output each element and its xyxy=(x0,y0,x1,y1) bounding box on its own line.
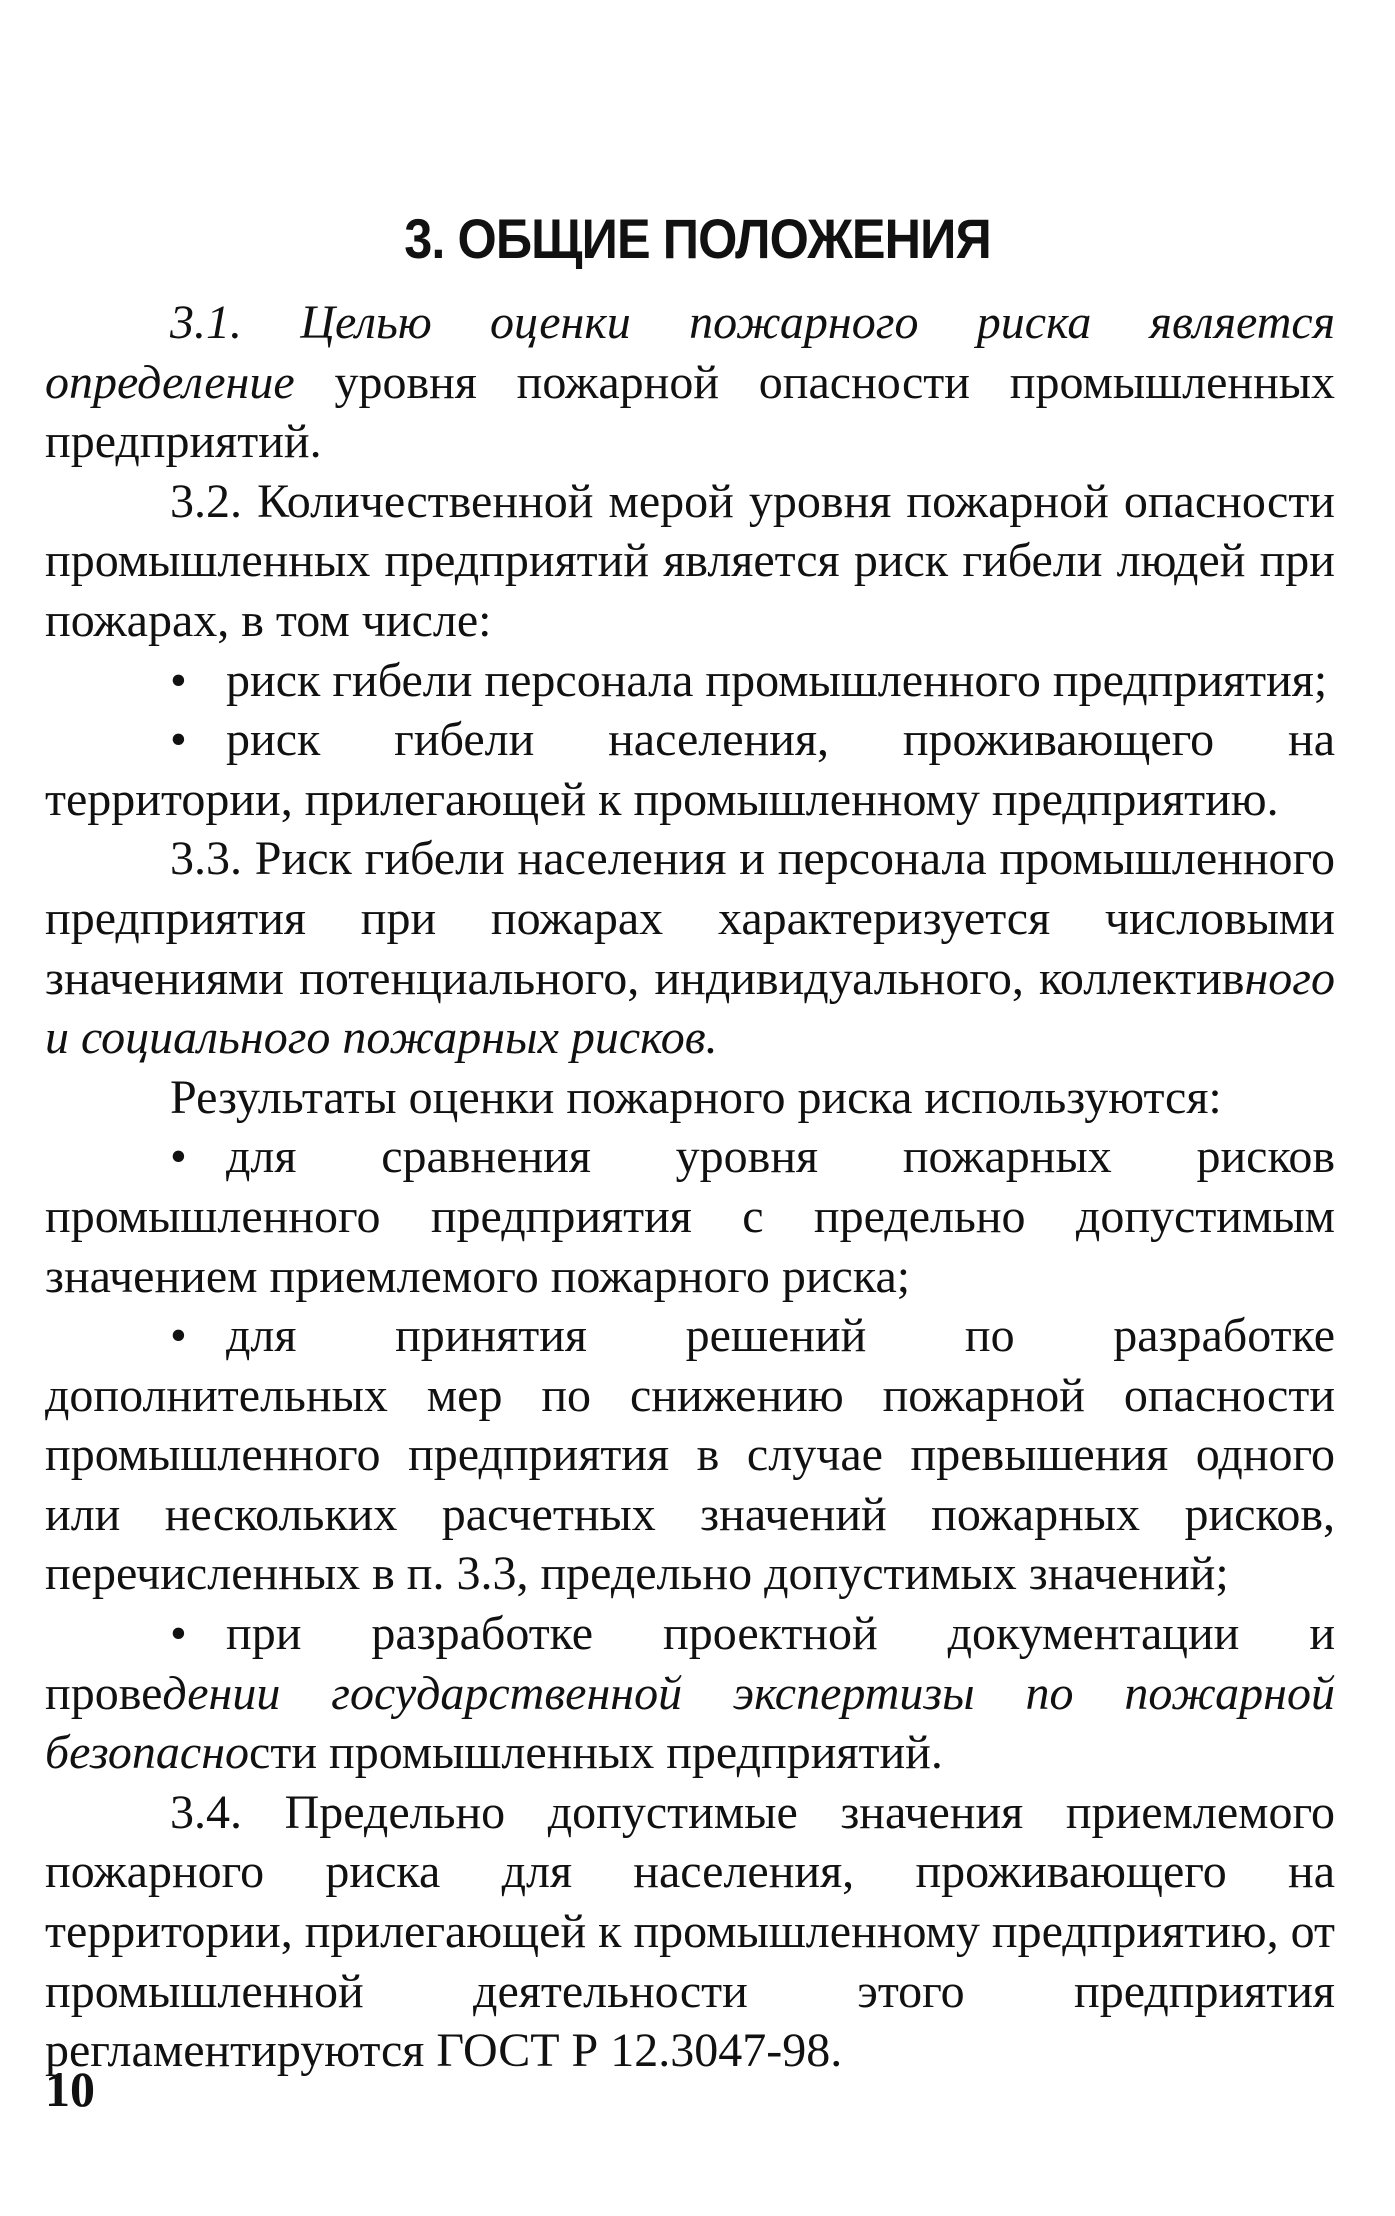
bullet-icon: • xyxy=(170,1130,187,1184)
bullet-item-5 xyxy=(45,1604,1335,1783)
paragraph-3-2: 3.2. Количественной мерой уровня пожарной опасности промышленных предприятий является риск гибели людей при пожарах, в том числе: xyxy=(45,474,1335,647)
bullet-item-3 xyxy=(45,1127,1335,1306)
body-text xyxy=(45,293,1335,2081)
bullet-text-italic: дении государственной экспертизы по пожарной безопасно xyxy=(45,1666,1335,1780)
bullet-text-end: сти промышленных предприятий. xyxy=(249,1726,943,1780)
bullet-text: для принятия решений по разработке дополнительных мер по снижению пожарной опасности промышленного предприятия в случае превышения одного или нескольких расчетных значений пожарных рисков, перечисленных в п. 3.3, предельно допустимых значений; xyxy=(45,1309,1335,1601)
bullet-icon: • xyxy=(170,1309,187,1363)
bullet-item-2 xyxy=(45,710,1335,829)
page-number: 10 xyxy=(45,2061,95,2117)
results-intro: Результаты оценки пожарного риска используются: xyxy=(170,1070,1222,1124)
bullet-text: риск гибели населения, проживающего на территории, прилегающей к промышленному предприятию. xyxy=(45,713,1335,826)
paragraph-3-3 xyxy=(45,829,1335,1067)
paragraph-3-3-text: 3.3. Риск гибели населения и персонала промышленного предприятия при пожарах характеризуется числовыми значениями потенциального, индивидуального, коллектив xyxy=(45,832,1335,1005)
section-heading: 3. ОБЩИЕ ПОЛОЖЕНИЯ xyxy=(404,207,991,270)
paragraph-3-1 xyxy=(45,293,1335,472)
bullet-item-1 xyxy=(45,651,1335,711)
bullet-text: для сравнения уровня пожарных рисков промышленного предприятия с предельно допустимым значением приемлемого пожарного риска; xyxy=(45,1130,1335,1303)
bullet-icon: • xyxy=(170,713,187,767)
bullet-text: при разработке проектной документации и прове xyxy=(45,1607,1335,1720)
bullet-item-4 xyxy=(45,1306,1335,1604)
paragraph-3-1-italic: 3.1. Целью оценки пожарного риска является определение xyxy=(45,296,1335,409)
paragraph-3-3-italic: ного и социального пожарных рисков. xyxy=(45,951,1335,1065)
bullet-icon: • xyxy=(170,1607,187,1661)
bullet-text: риск гибели персонала промышленного предприятия; xyxy=(226,653,1328,707)
bullet-icon: • xyxy=(170,653,187,707)
paragraph-3-4: 3.4. Предельно допустимые значения приемлемого пожарного риска для населения, проживающего на территории, прилегающей к промышленному предприятию, от промышленной деятельности этого предприятия регламентируются ГОСТ Р 12.3047-98. xyxy=(45,1785,1335,2078)
paragraph-3-1-rest: уровня пожарной опасности промышленных предприятий. xyxy=(45,355,1335,469)
